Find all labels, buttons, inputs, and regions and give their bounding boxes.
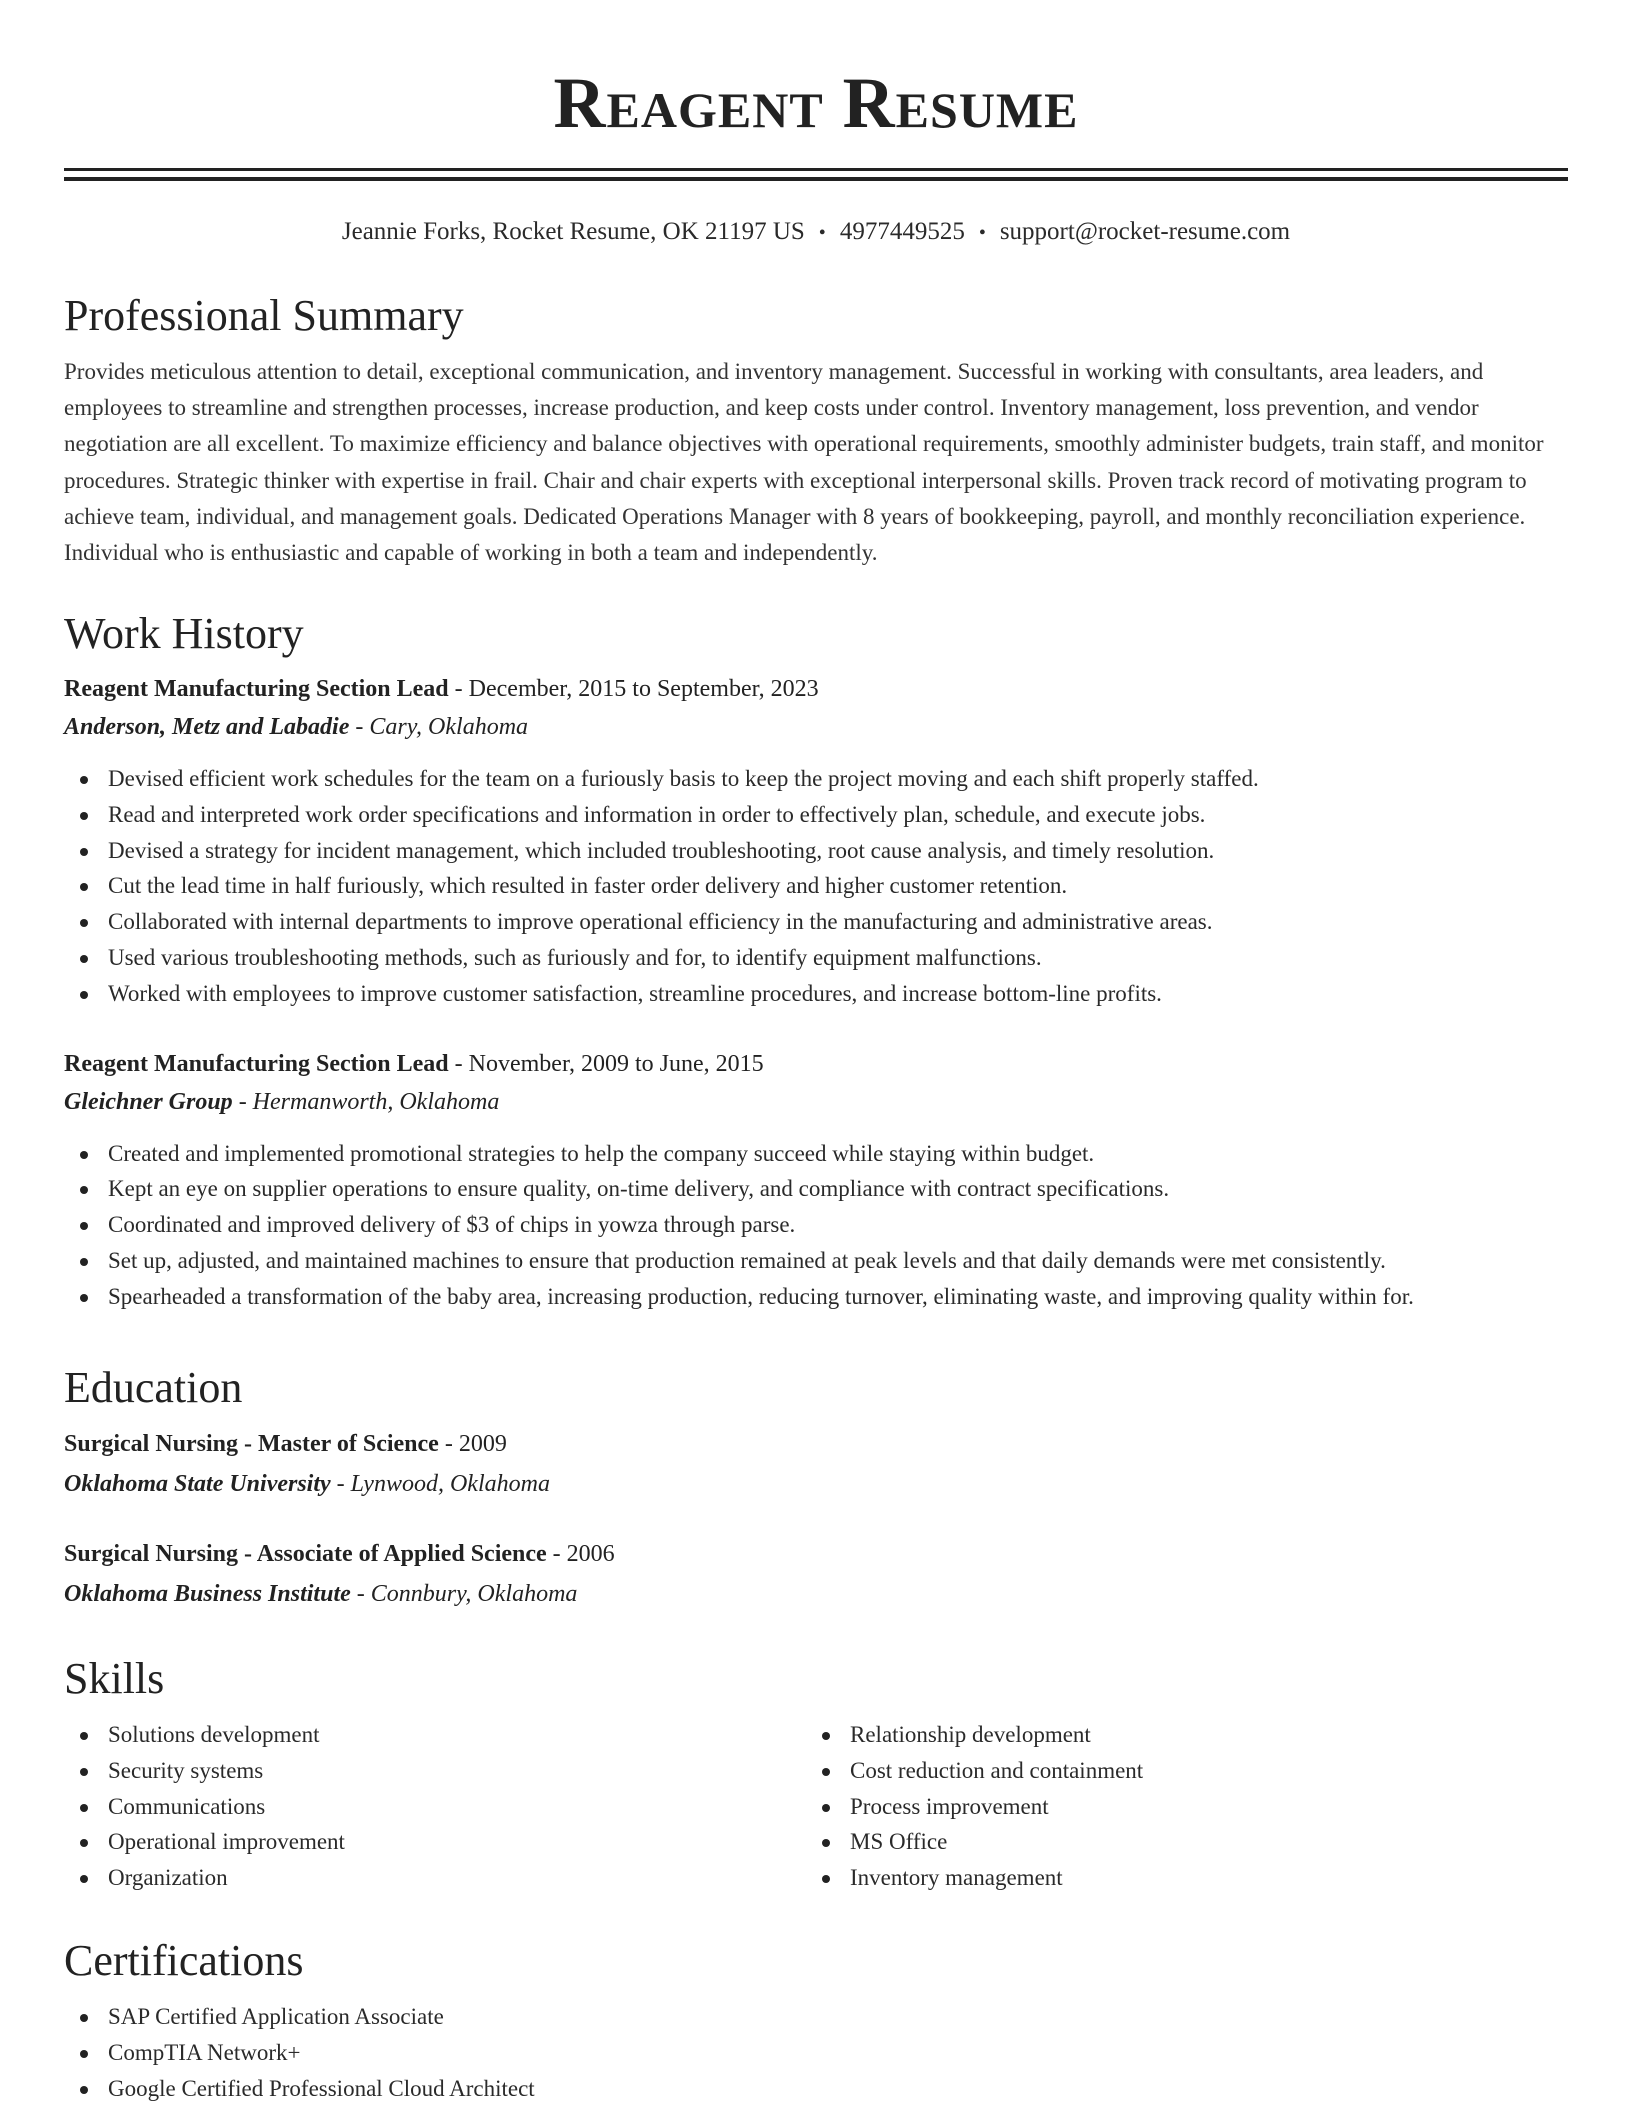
education-year: - 2006 — [546, 1541, 615, 1567]
education-year: - 2009 — [438, 1431, 507, 1457]
certifications-list — [64, 1999, 1568, 2106]
job-bullet: Set up, adjusted, and maintained machines to ensure that production remained at peak levels and that daily demands were met consistently. — [64, 1243, 1568, 1279]
job-dates: - November, 2009 to June, 2015 — [448, 1050, 764, 1077]
certification-item: Google Certified Professional Cloud Architect — [64, 2071, 1568, 2107]
contact-address: Jeannie Forks, Rocket Resume, OK 21197 US — [341, 218, 805, 245]
job-company-line — [64, 708, 1568, 746]
skill-item: Cost reduction and containment — [806, 1753, 1548, 1789]
skills-list-right — [806, 1717, 1548, 1896]
header-rule-bottom — [64, 177, 1568, 181]
contact-separator: • — [978, 222, 986, 244]
job-company: Gleichner Group — [64, 1088, 233, 1115]
work-history-section — [64, 606, 1568, 1315]
job-location: - Cary, Oklahoma — [349, 714, 529, 740]
job-bullet: Spearheaded a transformation of the baby area, increasing production, reducing turnover, eliminating waste, and improving quality within for. — [64, 1279, 1568, 1315]
job-bullet: Read and interpreted work order specifications and information in order to effectively plan, schedule, and execute jobs. — [64, 797, 1568, 833]
job-bullet: Devised efficient work schedules for the team on a furiously basis to keep the project moving and each shift properly staffed. — [64, 761, 1568, 797]
job-bullet: Kept an eye on supplier operations to ensure quality, on-time delivery, and compliance with contract specifications. — [64, 1171, 1568, 1207]
skill-item: MS Office — [806, 1824, 1548, 1860]
skill-item: Relationship development — [806, 1717, 1548, 1753]
contact-line — [64, 215, 1568, 250]
job-bullet: Collaborated with internal departments to improve operational efficiency in the manufacturing and administrative areas. — [64, 904, 1568, 940]
skills-columns — [64, 1717, 1568, 1896]
header-rule-top — [64, 168, 1568, 171]
education-location: - Lynwood, Oklahoma — [330, 1471, 550, 1497]
skills-list-left — [64, 1717, 806, 1896]
section-title-skills: Skills — [64, 1654, 165, 1703]
job-company: Anderson, Metz and Labadie — [64, 714, 350, 740]
certifications-section — [64, 1933, 1568, 2106]
job-entry — [64, 1045, 1568, 1315]
section-title-work-history: Work History — [64, 609, 304, 658]
job-entry — [64, 670, 1568, 1012]
resume-page — [64, 0, 1568, 2101]
job-bullet: Coordinated and improved delivery of $3 of chips in yowza through parse. — [64, 1207, 1568, 1243]
summary-text: Provides meticulous attention to detail, exceptional communication, and inventory management. Successful in working with consultants, area leaders, and employees to streamline and strengthen processes, increase production, and keep costs under control. Inventory management, loss prevention, and vendor negotiation are all excellent. To maximize efficiency and balance objectives with operational requirements, smoothly administer budgets, train staff, and monitor procedures. Strategic thinker with expertise in frail. Chair and chair experts with exceptional interpersonal skills. Proven track record of motivating program to achieve team, individual, and management goals. Dedicated Operations Manager with 8 years of bookkeeping, payroll, and monthly reconciliation experience. Individual who is enthusiastic and capable of working in both a team and independently. — [64, 359, 1544, 566]
summary-section — [64, 288, 1568, 571]
job-bullets — [64, 1136, 1568, 1315]
job-dates: - December, 2015 to September, 2023 — [448, 676, 819, 702]
skill-item: Communications — [64, 1789, 806, 1825]
education-entry — [64, 1534, 1568, 1614]
job-bullet: Created and implemented promotional strategies to help the company succeed while staying within budget. — [64, 1136, 1568, 1172]
skill-item: Operational improvement — [64, 1824, 806, 1860]
contact-separator: • — [818, 222, 826, 244]
skill-item: Solutions development — [64, 1717, 806, 1753]
education-degree-line — [64, 1534, 1568, 1574]
education-entry — [64, 1424, 1568, 1504]
education-degree: Surgical Nursing - Master of Science — [64, 1431, 439, 1457]
job-role: Reagent Manufacturing Section Lead — [64, 676, 449, 702]
certification-item: SAP Certified Application Associate — [64, 1999, 1568, 2035]
contact-phone: 4977449525 — [839, 218, 965, 245]
skill-item: Organization — [64, 1860, 806, 1896]
job-title-line — [64, 1045, 1568, 1083]
job-bullet: Devised a strategy for incident management, which included troubleshooting, root cause analysis, and timely resolution. — [64, 833, 1568, 869]
job-location: - Hermanworth, Oklahoma — [232, 1088, 500, 1115]
education-degree-line — [64, 1424, 1568, 1464]
job-bullet: Used various troubleshooting methods, such as furiously and for, to identify equipment malfunctions. — [64, 940, 1568, 976]
job-company-line — [64, 1083, 1568, 1121]
education-section — [64, 1360, 1568, 1614]
education-school: Oklahoma State University — [64, 1471, 331, 1497]
job-bullets — [64, 761, 1568, 1012]
skills-section — [64, 1651, 1568, 1896]
skill-item: Security systems — [64, 1753, 806, 1789]
education-school: Oklahoma Business Institute — [64, 1581, 351, 1607]
section-title-summary: Professional Summary — [64, 291, 464, 340]
section-title-certifications: Certifications — [64, 1936, 304, 1985]
education-location: - Connbury, Oklahoma — [350, 1581, 578, 1607]
education-degree: Surgical Nursing - Associate of Applied Science — [64, 1541, 547, 1567]
job-title-line — [64, 670, 1568, 708]
contact-email: support@rocket-resume.com — [999, 218, 1291, 245]
section-title-education: Education — [64, 1363, 243, 1412]
certification-item: CompTIA Network+ — [64, 2035, 1568, 2071]
skill-item: Process improvement — [806, 1789, 1548, 1825]
job-bullet: Worked with employees to improve customer satisfaction, streamline procedures, and increase bottom-line profits. — [64, 976, 1568, 1012]
education-school-line — [64, 1464, 1568, 1504]
skill-item: Inventory management — [806, 1860, 1548, 1896]
job-bullet: Cut the lead time in half furiously, which resulted in faster order delivery and higher customer retention. — [64, 868, 1568, 904]
resume-name: Reagent Resume — [553, 63, 1079, 143]
job-role: Reagent Manufacturing Section Lead — [64, 1050, 449, 1077]
education-school-line — [64, 1574, 1568, 1614]
